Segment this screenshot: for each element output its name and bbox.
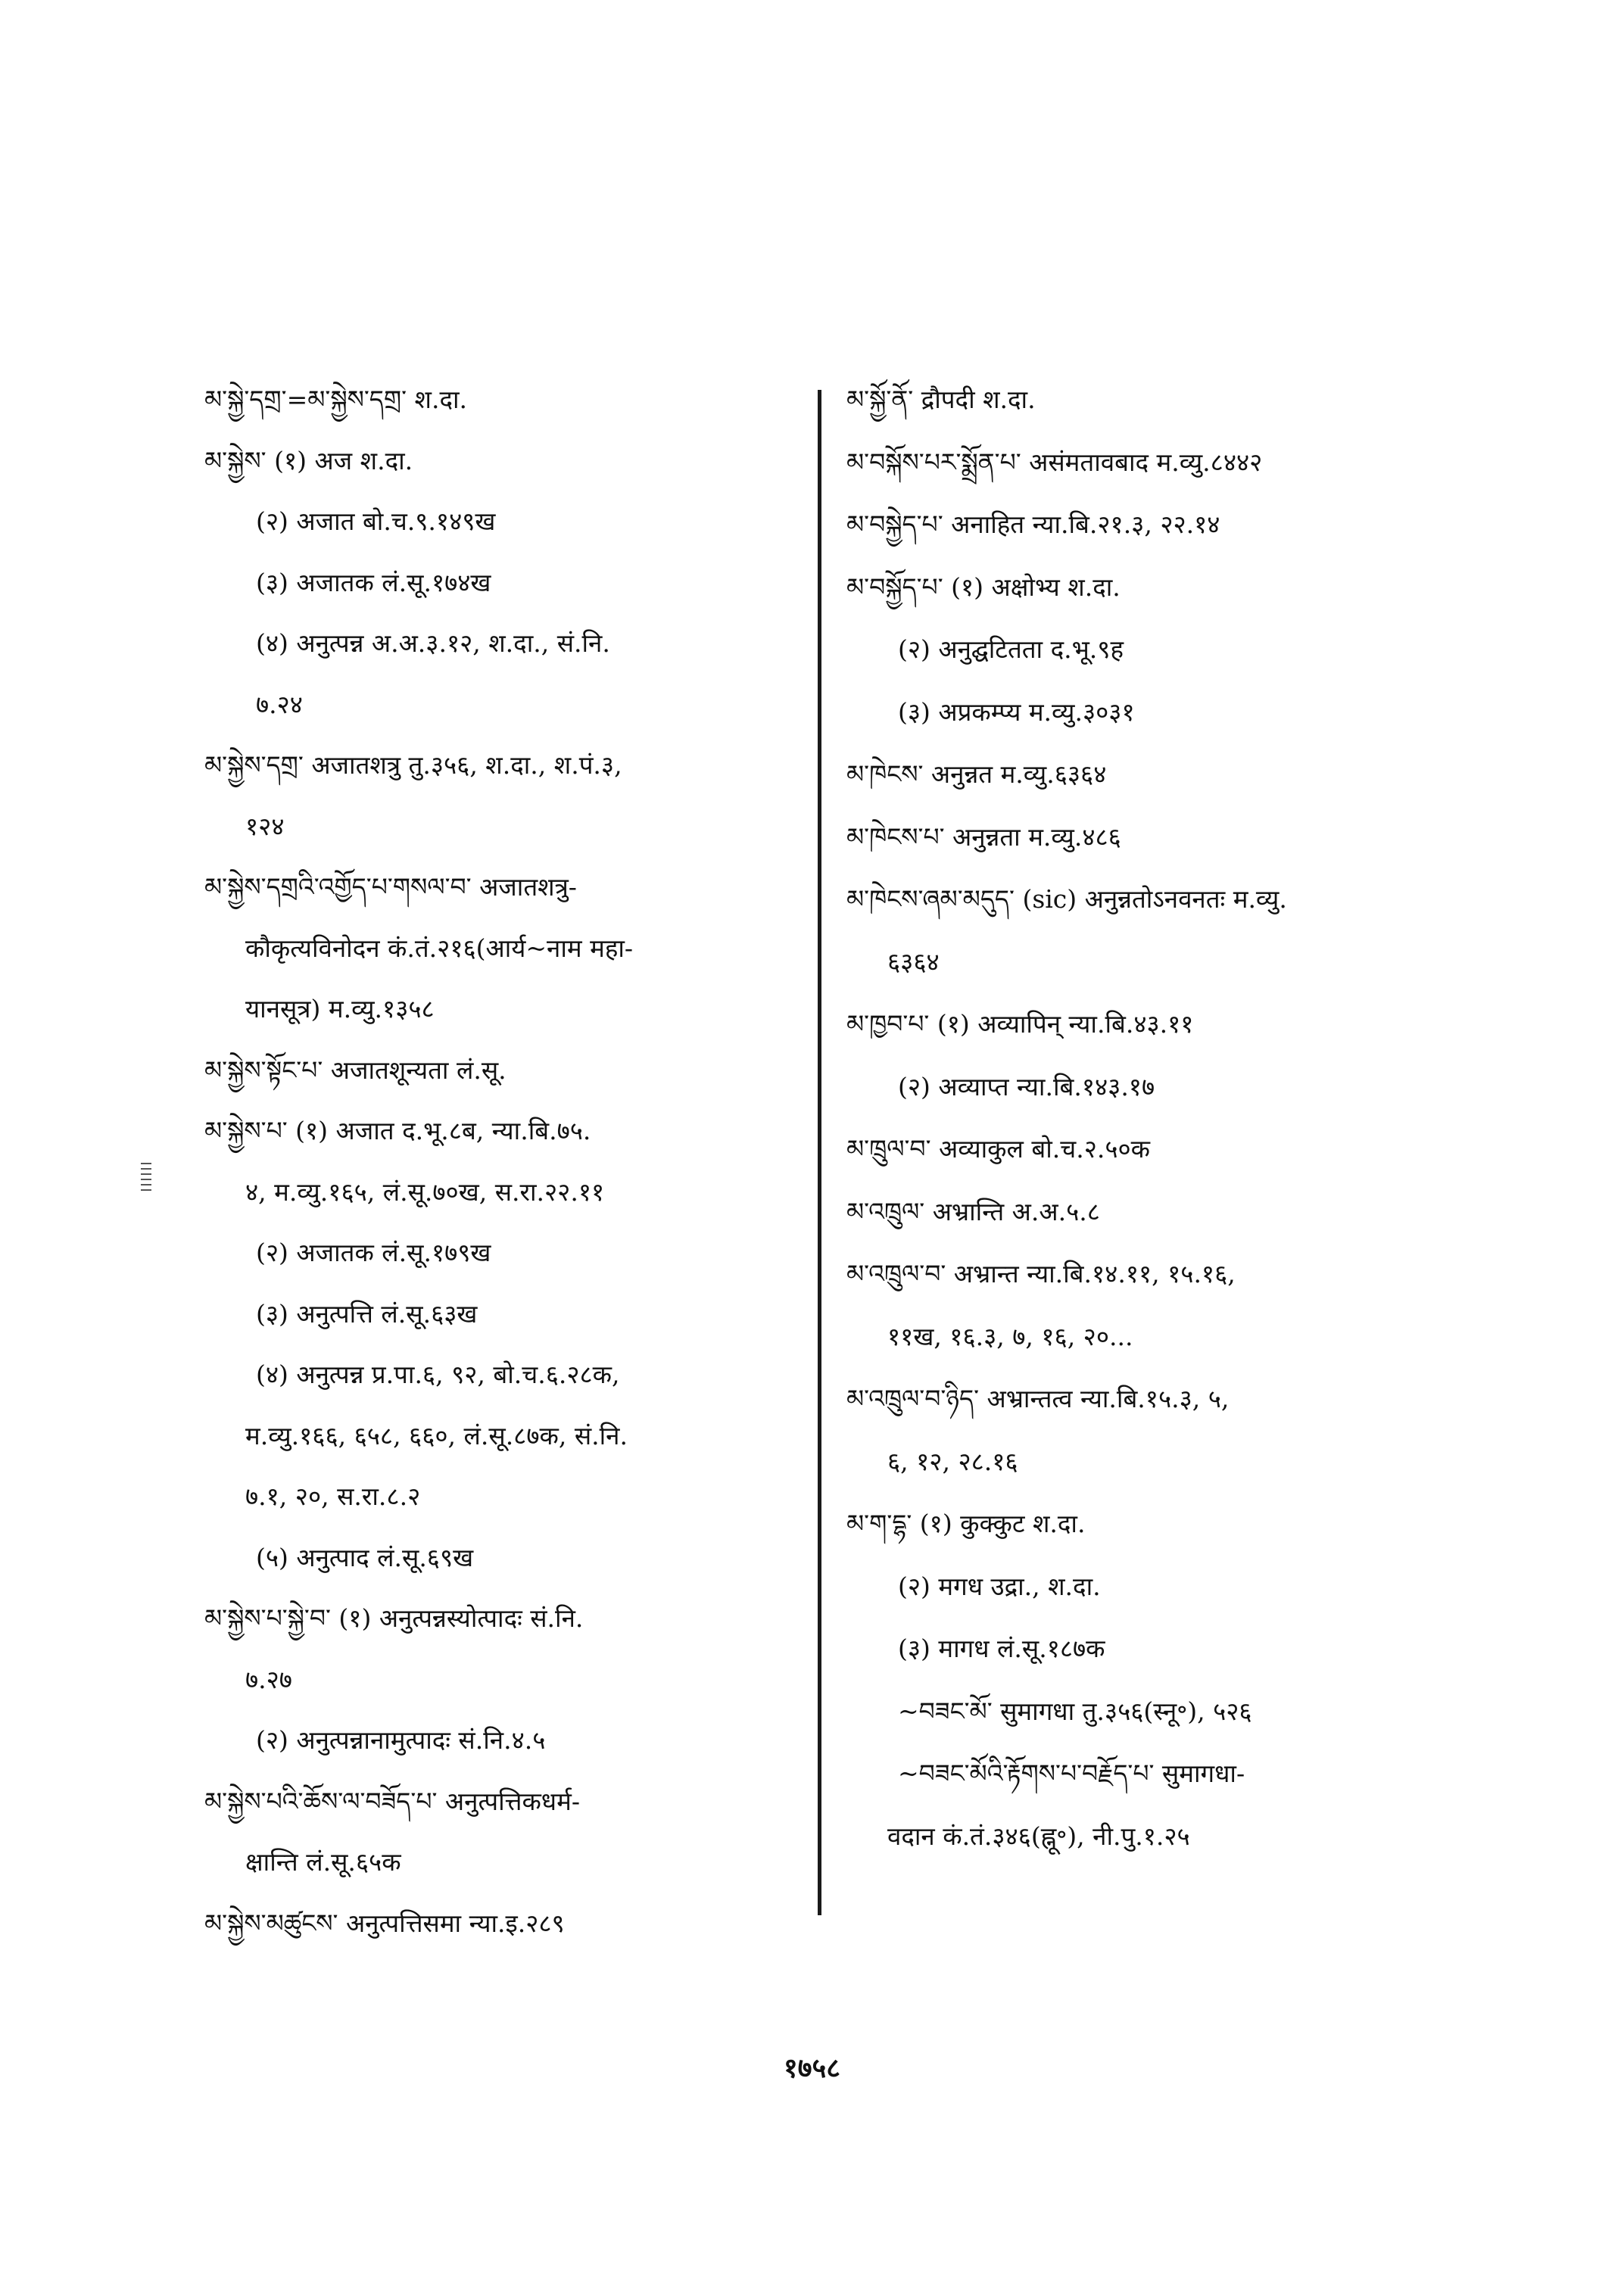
dictionary-entry-line: (२) अनुत्पन्नानामुत्पादः सं.नि.४.५ bbox=[256, 1725, 546, 1755]
margin-registration-mark bbox=[141, 1163, 151, 1196]
dictionary-entry-line: क्षान्ति लं.सू.६५क bbox=[245, 1847, 401, 1877]
dictionary-headword-line: མ་འཁྲུལ་ अभ्रान्ति अ.अ.५.८ bbox=[846, 1196, 1100, 1226]
dictionary-entry-line: ~བཟང་མོ་ सुमागधा तु.३५६(स्नू॰), ५२६ bbox=[898, 1696, 1252, 1726]
dictionary-headword-line: མ་བསྐྱོད་པ་ (१) अक्षोभ्य श.दा. bbox=[846, 572, 1121, 602]
dictionary-headword-line: མ་སྐྱེས་མཚུངས་ अनुत्पत्तिसमा न्या.इ.२८९ bbox=[204, 1908, 565, 1938]
dictionary-headword-line: མ་སྐྱེས་པ་ (१) अजात द.भू.८ब, न्या.बि.७५. bbox=[204, 1116, 591, 1145]
dictionary-entry-line: ~བཟང་མོའི་རྟོགས་པ་བརྗོད་པ་ सुमागधा- bbox=[898, 1759, 1245, 1788]
dictionary-entry-line: (३) मागध लं.सू.१८७क bbox=[898, 1634, 1105, 1663]
dictionary-entry-line: (२) अनुद्घटितता द.भू.९ह bbox=[898, 634, 1124, 664]
dictionary-headword-line: མ་ཁྱབ་པ་ (१) अव्यापिन् न्या.बि.४३.११ bbox=[846, 1009, 1194, 1039]
dictionary-entry-line: ४, म.व्यु.१६५, लं.सू.७०ख, स.रा.२२.११ bbox=[245, 1176, 605, 1207]
dictionary-headword-line: མ་འཁྲུལ་བ་ཉིད་ अभ्रान्तत्व न्या.बि.१५.३, ५, bbox=[846, 1384, 1230, 1413]
dictionary-entry-line: १२४ bbox=[245, 811, 285, 841]
dictionary-entry-line: (२) अव्याप्त न्या.बि.१४३.१७ bbox=[898, 1071, 1155, 1101]
dictionary-headword-line: མ་བསྐོས་པར་སྨྲོན་པ་ असंमतावबाद म.व्यु.८४४२ bbox=[846, 447, 1263, 477]
dictionary-entry-line: (५) अनुत्पाद लं.सू.६९ख bbox=[256, 1542, 474, 1572]
dictionary-entry-line: (२) अजातक लं.सू.१७९ख bbox=[256, 1238, 491, 1267]
dictionary-headword-line: མ་སྐྱེས་དགྲའི་འགྱོད་པ་གསལ་བ་ अजातशत्रु- bbox=[204, 872, 577, 902]
dictionary-headword-line: མ་སྐྱེས་པའི་ཆོས་ལ་བཟོད་པ་ अनुत्पत्तिकधर्म- bbox=[204, 1786, 580, 1816]
dictionary-headword-line: མ་ག་དྷ་ (१) कुक्कुट श.दा. bbox=[846, 1509, 1086, 1538]
dictionary-entry-line: (४) अनुत्पन्न अ.अ.३.१२, श.दा., सं.नि. bbox=[256, 628, 610, 658]
dictionary-entry-line: (२) मगध उद्रा., श.दा. bbox=[898, 1571, 1101, 1601]
dictionary-entry-line: (३) अप्रकम्प्य म.व्यु.३०३१ bbox=[898, 696, 1135, 727]
column-divider bbox=[818, 390, 821, 1915]
dictionary-entry-line: (३) अजातक लं.सू.१७४ख bbox=[256, 567, 491, 597]
dictionary-entry-line: ११ख, १६.३, ७, १६, २०... bbox=[887, 1321, 1133, 1351]
dictionary-headword-line: མ་ཁེངས་ཞམ་མདུད་ (sic) अनुन्नतोऽनवनतः म.व्यु. bbox=[846, 884, 1287, 914]
dictionary-entry-line: (४) अनुत्पन्न प्र.पा.६, ९२, बो.च.६.२८क, bbox=[256, 1360, 620, 1389]
dictionary-entry-line: यानसूत्र) म.व्यु.१३५८ bbox=[245, 994, 435, 1023]
dictionary-headword-line: མ་ཁྲུལ་བ་ अव्याकुल बो.च.२.५०क bbox=[846, 1134, 1151, 1164]
dictionary-headword-line: མ་བསྐྱེད་པ་ अनाहित न्या.बि.२१.३, २२.१४ bbox=[846, 509, 1220, 539]
dictionary-entry-line: कौकृत्यविनोदन कं.तं.२१६(आर्य~नाम महा- bbox=[245, 933, 634, 963]
dictionary-headword-line: མ་ཁེངས་པ་ अनुन्नता म.व्यु.४८६ bbox=[846, 821, 1121, 852]
dictionary-headword-line: མ་འཁྲུལ་བ་ अभ्रान्त न्या.बि.१४.११, १५.१६, bbox=[846, 1259, 1236, 1288]
dictionary-headword-line: མ་སྐྱོ་ནོ་ द्रौपदी श.दा. bbox=[846, 385, 1036, 414]
dictionary-entry-line: (२) अजात बो.च.९.१४९ख bbox=[256, 506, 496, 536]
dictionary-entry-line: वदान कं.तं.३४६(ह्नू॰), नी.पु.१.२५ bbox=[887, 1821, 1190, 1851]
dictionary-entry-line: म.व्यु.१६६, ६५८, ६६०, लं.सू.८७क, सं.नि. bbox=[245, 1420, 628, 1450]
dictionary-headword-line: མ་སྐྱེས་པ་སྐྱེ་བ་ (१) अनुत्पन्नस्योत्पादः सं.नि. bbox=[204, 1603, 584, 1633]
dictionary-headword-line: མ་སྐྱེས་ (१) अज श.दा. bbox=[204, 445, 413, 475]
dictionary-entry-line: (३) अनुत्पत्ति लं.सू.६३ख bbox=[256, 1298, 478, 1329]
dictionary-headword-line: མ་སྐྱེས་སྟོང་པ་ अजातशून्यता लं.सू. bbox=[204, 1055, 507, 1085]
dictionary-entry-line: ६, १२, २८.१६ bbox=[887, 1446, 1018, 1476]
dictionary-headword-line: མ་སྐྱེས་དགྲ་ अजातशत्रु तु.३५६, श.दा., श.पं.३, bbox=[204, 750, 622, 780]
page-number: १७५८ bbox=[784, 2052, 840, 2084]
dictionary-entry-line: ७.२७ bbox=[245, 1664, 292, 1694]
dictionary-entry-line: ७.२४ bbox=[256, 689, 303, 719]
dictionary-entry-line: ७.१, २०, स.रा.८.२ bbox=[245, 1481, 421, 1511]
dictionary-entry-line: ६३६४ bbox=[887, 946, 940, 977]
dictionary-headword-line: མ་སྐྱེ་དགྲ་=མ་སྐྱེས་དགྲ་ श.दा. bbox=[204, 385, 468, 414]
dictionary-headword-line: མ་ཁེངས་ अनुन्नत म.व्यु.६३६४ bbox=[846, 759, 1107, 789]
